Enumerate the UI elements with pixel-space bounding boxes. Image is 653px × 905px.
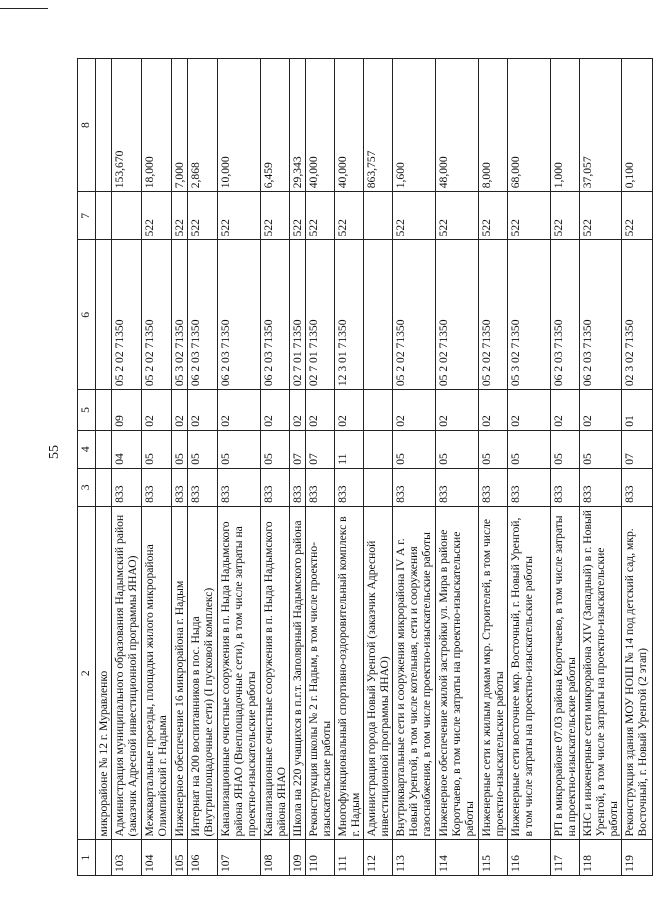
subsection-code-cell: 02 — [436, 390, 479, 431]
ministry-code-cell: 833 — [261, 468, 290, 506]
expense-type-cell: 522 — [188, 192, 218, 240]
row-number-cell: 104 — [142, 840, 172, 876]
section-code-cell: 05 — [218, 430, 261, 468]
amount-cell: 8,000 — [479, 59, 508, 192]
section-code-cell: 05 — [142, 430, 172, 468]
table-row — [306, 59, 335, 876]
table-row — [142, 59, 172, 876]
ministry-code-cell: 833 — [479, 468, 508, 506]
amount-cell: 0,100 — [622, 59, 653, 192]
table-row — [436, 59, 479, 876]
subsection-code-cell: 02 — [261, 390, 290, 431]
expense-type-cell: 522 — [508, 192, 551, 240]
ministry-code-cell: 833 — [436, 468, 479, 506]
subsection-code-cell: 02 — [508, 390, 551, 431]
col-header: 5 — [78, 390, 96, 431]
row-number-cell: 109 — [290, 840, 306, 876]
row-number-cell: 107 — [218, 840, 261, 876]
ministry-code-cell — [364, 468, 393, 506]
section-code-cell: 05 — [551, 430, 580, 468]
row-number-cell: 119 — [622, 840, 653, 876]
section-code-cell: 04 — [112, 430, 142, 468]
ministry-code-cell: 833 — [290, 468, 306, 506]
ministry-code-cell: 833 — [218, 468, 261, 506]
table-row — [393, 59, 436, 876]
col-header: 6 — [78, 240, 96, 390]
subsection-code-cell: 02 — [580, 390, 622, 431]
target-article-cell: 02 7 01 71350 — [306, 240, 335, 390]
amount-cell — [96, 59, 112, 192]
amount-cell: 48,000 — [436, 59, 479, 192]
target-article-cell: 05 2 02 71350 — [436, 240, 479, 390]
ministry-code-cell: 833 — [335, 468, 364, 506]
row-number-cell: 115 — [479, 840, 508, 876]
amount-cell: 29,343 — [290, 59, 306, 192]
target-article-cell: 06 2 03 71350 — [261, 240, 290, 390]
row-number-cell: 117 — [551, 840, 580, 876]
description-cell: Интернат на 200 воспитанников в пос. Ныда (Внутриплощадочные сети) (I пусковой комплекс) — [188, 506, 218, 840]
section-code-cell: 07 — [290, 430, 306, 468]
target-article-cell: 05 2 02 71350 — [112, 240, 142, 390]
amount-cell: 863,757 — [364, 59, 393, 192]
description-cell: Инженерные сети к жилым домам мкр. Строителей, в том числе проектно-изыскательские работы — [479, 506, 508, 840]
table-row — [290, 59, 306, 876]
ministry-code-cell: 833 — [551, 468, 580, 506]
section-code-cell: 05 — [172, 430, 188, 468]
col-header: 2 — [78, 506, 96, 840]
row-number-cell: 105 — [172, 840, 188, 876]
row-number-cell: 103 — [112, 840, 142, 876]
ministry-code-cell: 833 — [306, 468, 335, 506]
subsection-code-cell: 02 — [335, 390, 364, 431]
row-number-cell: 106 — [188, 840, 218, 876]
col-header: 1 — [78, 840, 96, 876]
expense-type-cell — [112, 192, 142, 240]
expense-type-cell — [364, 192, 393, 240]
row-number-cell: 114 — [436, 840, 479, 876]
description-cell: Школа на 220 учащихся в п.г.т. Заполярный Надымского района — [290, 506, 306, 840]
amount-cell: 68,000 — [508, 59, 551, 192]
subsection-code-cell: 09 — [112, 390, 142, 431]
subsection-code-cell: 02 — [551, 390, 580, 431]
subsection-code-cell: 01 — [622, 390, 653, 431]
target-article-cell: 05 2 02 71350 — [479, 240, 508, 390]
amount-cell: 10,000 — [218, 59, 261, 192]
expense-type-cell: 522 — [218, 192, 261, 240]
table-row — [508, 59, 551, 876]
col-header: 4 — [78, 430, 96, 468]
ministry-code-cell: 833 — [142, 468, 172, 506]
row-number-cell: 108 — [261, 840, 290, 876]
expense-type-cell: 522 — [580, 192, 622, 240]
description-cell: Реконструкция школы № 2 г. Надым, в том числе проектно-изыскательские работы — [306, 506, 335, 840]
table-row — [96, 59, 112, 876]
budget-table — [77, 58, 653, 876]
amount-cell: 37,057 — [580, 59, 622, 192]
amount-cell: 1,600 — [393, 59, 436, 192]
col-header: 3 — [78, 468, 96, 506]
section-code-cell: 05 — [580, 430, 622, 468]
col-header: 7 — [78, 192, 96, 240]
subsection-code-cell: 02 — [188, 390, 218, 431]
target-article-cell: 05 2 02 71350 — [142, 240, 172, 390]
expense-type-cell: 522 — [290, 192, 306, 240]
expense-type-cell: 522 — [142, 192, 172, 240]
expense-type-cell: 522 — [306, 192, 335, 240]
rotated-table-container — [77, 58, 649, 876]
subsection-code-cell: 02 — [479, 390, 508, 431]
amount-cell: 1,000 — [551, 59, 580, 192]
description-cell: Администрация муниципального образования Надымский район (заказчик Адресной инвестиционной программы ЯНАО) — [112, 506, 142, 840]
description-cell: Канализационные очистные сооружения в п. Ныда Надымского района ЯНАО (Внеплощадочные сети), в том числе затраты на проектно-изыскательские работы — [218, 506, 261, 840]
amount-cell: 6,459 — [261, 59, 290, 192]
ministry-code-cell: 833 — [188, 468, 218, 506]
target-article-cell: 06 2 03 71350 — [551, 240, 580, 390]
expense-type-cell: 522 — [479, 192, 508, 240]
top-rule — [0, 8, 48, 9]
description-cell: Многофункциональный спортивно-оздоровительный комплекс в г. Надым — [335, 506, 364, 840]
table-row — [218, 59, 261, 876]
target-article-cell: 06 2 03 71350 — [218, 240, 261, 390]
target-article-cell: 05 3 02 71350 — [508, 240, 551, 390]
table-row — [551, 59, 580, 876]
section-code-cell: 05 — [508, 430, 551, 468]
section-code-cell — [96, 430, 112, 468]
section-code-cell: 07 — [306, 430, 335, 468]
table-row — [622, 59, 653, 876]
row-number-cell: 112 — [364, 840, 393, 876]
target-article-cell — [96, 240, 112, 390]
target-article-cell — [364, 240, 393, 390]
subsection-code-cell: 02 — [393, 390, 436, 431]
amount-cell: 18,000 — [142, 59, 172, 192]
description-cell: Внутриквартальные сети и сооружения микрорайона IV А г. Новый Уренгой, в том числе котельная, сети и сооружения газоснабжения, в том числе проектно-изыскательские работы — [393, 506, 436, 840]
target-article-cell: 06 2 03 71350 — [580, 240, 622, 390]
row-number-cell: 113 — [393, 840, 436, 876]
expense-type-cell: 522 — [335, 192, 364, 240]
amount-cell: 40,000 — [335, 59, 364, 192]
target-article-cell: 05 3 02 71350 — [172, 240, 188, 390]
ministry-code-cell: 833 — [622, 468, 653, 506]
ministry-code-cell: 833 — [508, 468, 551, 506]
amount-cell: 7,000 — [172, 59, 188, 192]
row-number-cell: 118 — [580, 840, 622, 876]
subsection-code-cell: 02 — [306, 390, 335, 431]
subsection-code-cell: 02 — [218, 390, 261, 431]
table-row — [580, 59, 622, 876]
expense-type-cell — [96, 192, 112, 240]
table-row — [172, 59, 188, 876]
expense-type-cell: 522 — [261, 192, 290, 240]
expense-type-cell: 522 — [436, 192, 479, 240]
description-cell: Инженерное обеспечение жилой застройки ул. Мира в районе Коротчаево, в том числе затраты на проектно-изыскательские работы — [436, 506, 479, 840]
section-code-cell: 05 — [261, 430, 290, 468]
description-cell: микрорайоне № 12 г. Муравленко — [96, 506, 112, 840]
expense-type-cell: 522 — [551, 192, 580, 240]
section-code-cell: 05 — [479, 430, 508, 468]
section-code-cell: 05 — [393, 430, 436, 468]
target-article-cell: 02 7 01 71350 — [290, 240, 306, 390]
col-header: 8 — [78, 59, 96, 192]
expense-type-cell: 522 — [172, 192, 188, 240]
expense-type-cell: 522 — [393, 192, 436, 240]
description-cell: Реконструкция здания МОУ НОШ № 14 под детский сад, мкр. Восточный, г. Новый Уренгой (2 этап) — [622, 506, 653, 840]
ministry-code-cell: 833 — [112, 468, 142, 506]
table-row — [479, 59, 508, 876]
row-number-cell — [96, 840, 112, 876]
table-row — [335, 59, 364, 876]
amount-cell: 2,868 — [188, 59, 218, 192]
description-cell: Инженерные сети восточнее мкр. Восточный, г. Новый Уренгой, в том числе затраты на проектно-изыскательские работы — [508, 506, 551, 840]
page-number: 55 — [47, 445, 62, 459]
description-cell: Инженерное обеспечение 16 микрорайона г. Надым — [172, 506, 188, 840]
target-article-cell: 05 2 02 71350 — [393, 240, 436, 390]
table-row — [188, 59, 218, 876]
amount-cell: 40,000 — [306, 59, 335, 192]
target-article-cell: 06 2 03 71350 — [188, 240, 218, 390]
table-body — [96, 59, 653, 876]
description-cell: Канализационные очистные сооружения в п. Ныда Надымского района ЯНАО — [261, 506, 290, 840]
table-row — [364, 59, 393, 876]
subsection-code-cell — [96, 390, 112, 431]
expense-type-cell: 522 — [622, 192, 653, 240]
ministry-code-cell: 833 — [393, 468, 436, 506]
section-code-cell: 11 — [335, 430, 364, 468]
description-cell: КНС и инженерные сети микрорайона XIV (Западный) в г. Новый Уренгой, в том числе затраты на проектно-изыскательские работы — [580, 506, 622, 840]
row-number-cell: 116 — [508, 840, 551, 876]
row-number-cell: 111 — [335, 840, 364, 876]
amount-cell: 153,670 — [112, 59, 142, 192]
ministry-code-cell — [96, 468, 112, 506]
subsection-code-cell: 02 — [290, 390, 306, 431]
description-cell: Межквартальные проезды, площадки жилого микрорайона Олимпийский г. Надыма — [142, 506, 172, 840]
section-code-cell: 05 — [436, 430, 479, 468]
target-article-cell: 12 3 01 71350 — [335, 240, 364, 390]
table-row — [261, 59, 290, 876]
row-number-cell: 110 — [306, 840, 335, 876]
description-cell: РП в микрорайоне 07.03 района Коротчаево, в том числе затраты на проектно-изыскательские работы — [551, 506, 580, 840]
header-row — [78, 59, 96, 876]
subsection-code-cell: 02 — [172, 390, 188, 431]
table-row — [112, 59, 142, 876]
target-article-cell: 02 3 02 71350 — [622, 240, 653, 390]
subsection-code-cell: 02 — [142, 390, 172, 431]
section-code-cell — [364, 430, 393, 468]
ministry-code-cell: 833 — [172, 468, 188, 506]
section-code-cell: 07 — [622, 430, 653, 468]
description-cell: Администрация города Новый Уренгой (заказчик Адресной инвестиционной программы ЯНАО) — [364, 506, 393, 840]
section-code-cell: 05 — [188, 430, 218, 468]
subsection-code-cell — [364, 390, 393, 431]
ministry-code-cell: 833 — [580, 468, 622, 506]
